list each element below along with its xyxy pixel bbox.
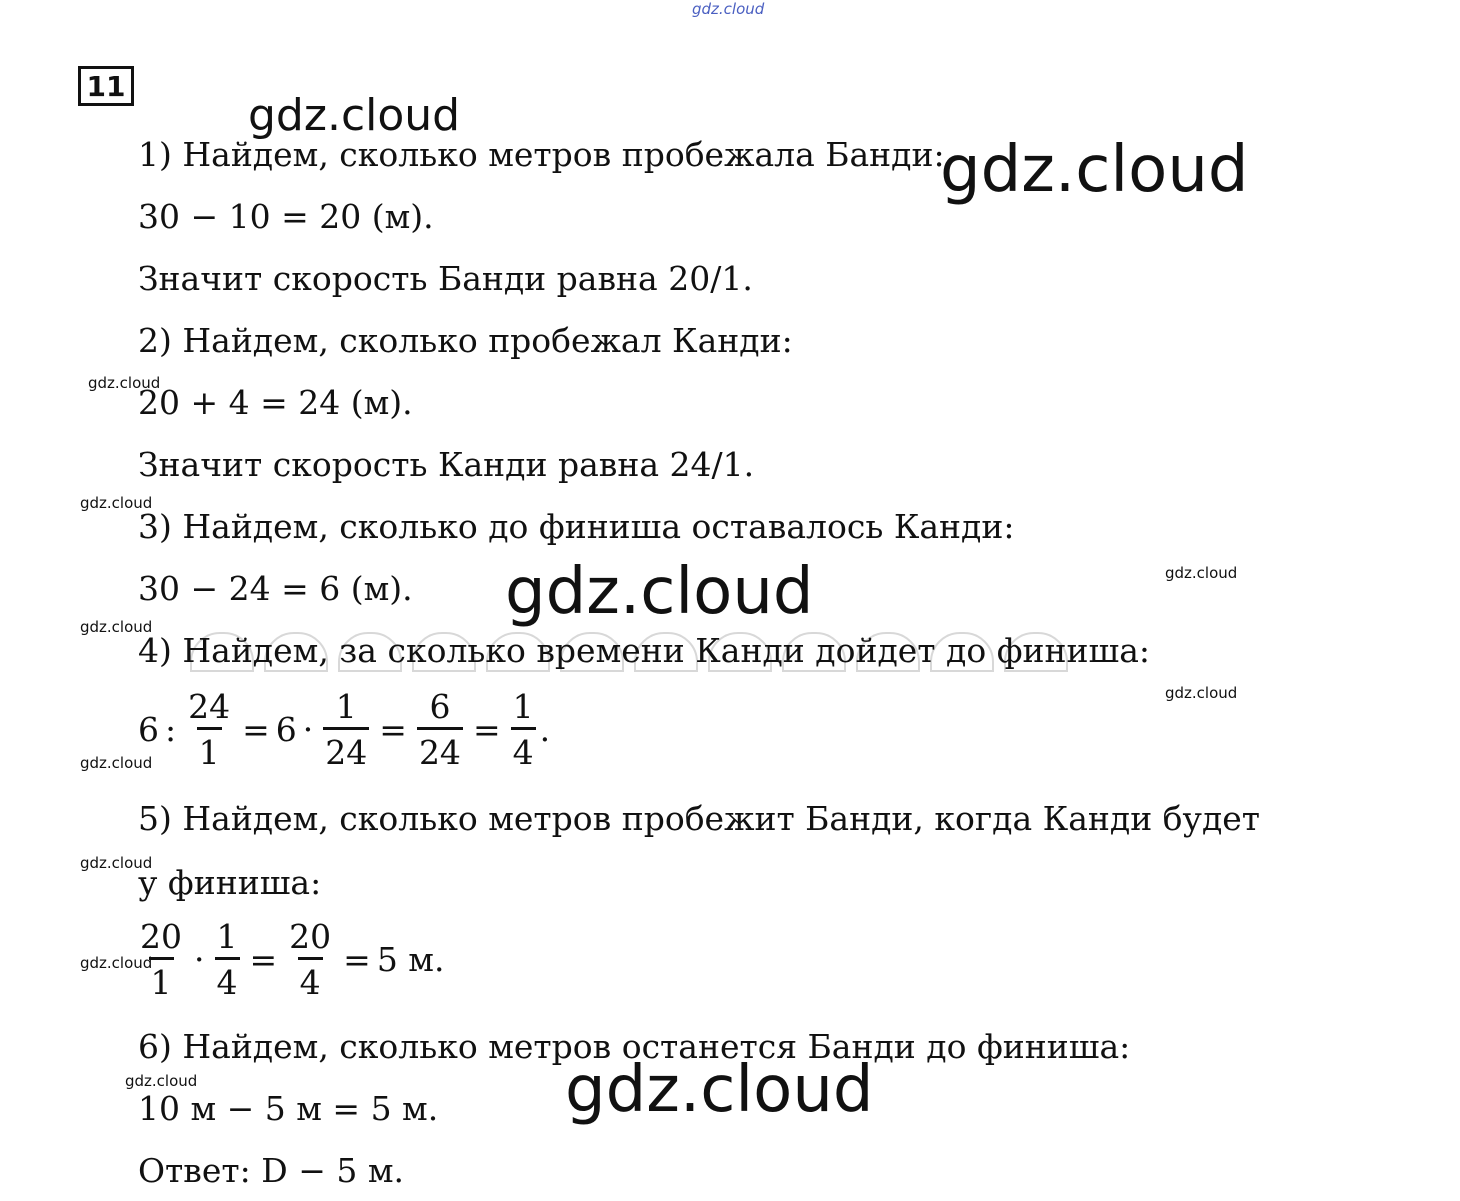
watermark-small-3: gdz.cloud	[80, 618, 153, 636]
fraction-denominator: 4	[215, 957, 240, 999]
fraction	[417, 687, 463, 772]
answer: Ответ: D − 5 м.	[138, 1151, 405, 1190]
fraction-denominator: 4	[298, 957, 323, 999]
expr-operator: =	[242, 710, 270, 749]
fraction-numerator: 1	[216, 917, 238, 956]
fraction-denominator: 1	[197, 727, 222, 769]
step-4-heading: 4) Найдем, за сколько времени Канди дойдет до финиша:	[138, 631, 1151, 670]
step-1-heading: 1) Найдем, сколько метров пробежала Банди:	[138, 135, 945, 174]
expr-term: 6	[138, 710, 159, 749]
fraction-numerator: 1	[512, 687, 534, 726]
step-5-expression	[138, 917, 445, 1002]
step-3-calc: 30 − 24 = 6 (м).	[138, 569, 413, 608]
watermark-small-8: gdz.cloud	[1165, 564, 1238, 582]
watermark-small-1: gdz.cloud	[88, 374, 161, 392]
expr-operator: =	[249, 940, 278, 979]
watermark-large-3: gdz.cloud	[505, 555, 814, 629]
expr-operator: ·	[194, 940, 205, 979]
task-number-box	[78, 66, 134, 106]
step-6-calc: 10 м − 5 м = 5 м.	[138, 1089, 439, 1128]
fraction	[186, 687, 232, 772]
expr-end: .	[539, 710, 551, 749]
fraction-denominator: 24	[417, 727, 463, 769]
watermark-large-4: gdz.cloud	[565, 1053, 874, 1127]
watermark-large-1: gdz.cloud	[248, 90, 461, 141]
fraction	[215, 917, 240, 1002]
watermark-small-2: gdz.cloud	[80, 494, 153, 512]
watermark-top: gdz.cloud	[692, 0, 765, 18]
fraction-denominator: 1	[149, 957, 174, 999]
expr-operator: ·	[302, 710, 314, 749]
expr-operator: =	[343, 940, 371, 979]
watermark-small-7: gdz.cloud	[125, 1072, 198, 1090]
fraction	[511, 687, 536, 772]
watermark-large-2: gdz.cloud	[940, 133, 1249, 207]
step-1-speed: Значит скорость Банди равна 20/1.	[138, 259, 753, 298]
step-5-heading-line2: у финиша:	[138, 863, 322, 902]
fraction-numerator: 24	[188, 687, 231, 726]
watermark-small-9: gdz.cloud	[1165, 684, 1238, 702]
expr-result: 5 м.	[376, 940, 445, 979]
fraction-numerator: 6	[429, 687, 451, 726]
fraction	[287, 917, 333, 1002]
expr-term: 6	[275, 710, 297, 749]
step-6-heading: 6) Найдем, сколько метров останется Банди до финиша:	[138, 1027, 1131, 1066]
task-number: 11	[86, 69, 126, 103]
step-2-calc: 20 + 4 = 24 (м).	[138, 383, 413, 422]
step-4-expression	[138, 687, 551, 772]
expr-operator: =	[472, 710, 501, 749]
step-3-heading: 3) Найдем, сколько до финиша оставалось Канди:	[138, 507, 1015, 546]
step-2-heading: 2) Найдем, сколько пробежал Канди:	[138, 321, 793, 360]
watermark-small-5: gdz.cloud	[80, 854, 153, 872]
expr-operator: :	[165, 710, 177, 749]
watermark-small-6: gdz.cloud	[80, 954, 153, 972]
fraction-denominator: 24	[323, 727, 369, 769]
step-5-heading-line1: 5) Найдем, сколько метров пробежит Банди, когда Канди будет	[138, 799, 1261, 838]
fraction	[323, 687, 369, 772]
fraction-numerator: 1	[335, 687, 357, 726]
step-2-speed: Значит скорость Канди равна 24/1.	[138, 445, 755, 484]
expr-operator: =	[379, 710, 407, 749]
watermark-small-4: gdz.cloud	[80, 754, 153, 772]
fraction	[138, 917, 184, 1002]
fraction-numerator: 20	[289, 917, 332, 956]
fraction-denominator: 4	[511, 727, 536, 769]
step-1-calc: 30 − 10 = 20 (м).	[138, 197, 434, 236]
fraction-numerator: 20	[140, 917, 182, 956]
